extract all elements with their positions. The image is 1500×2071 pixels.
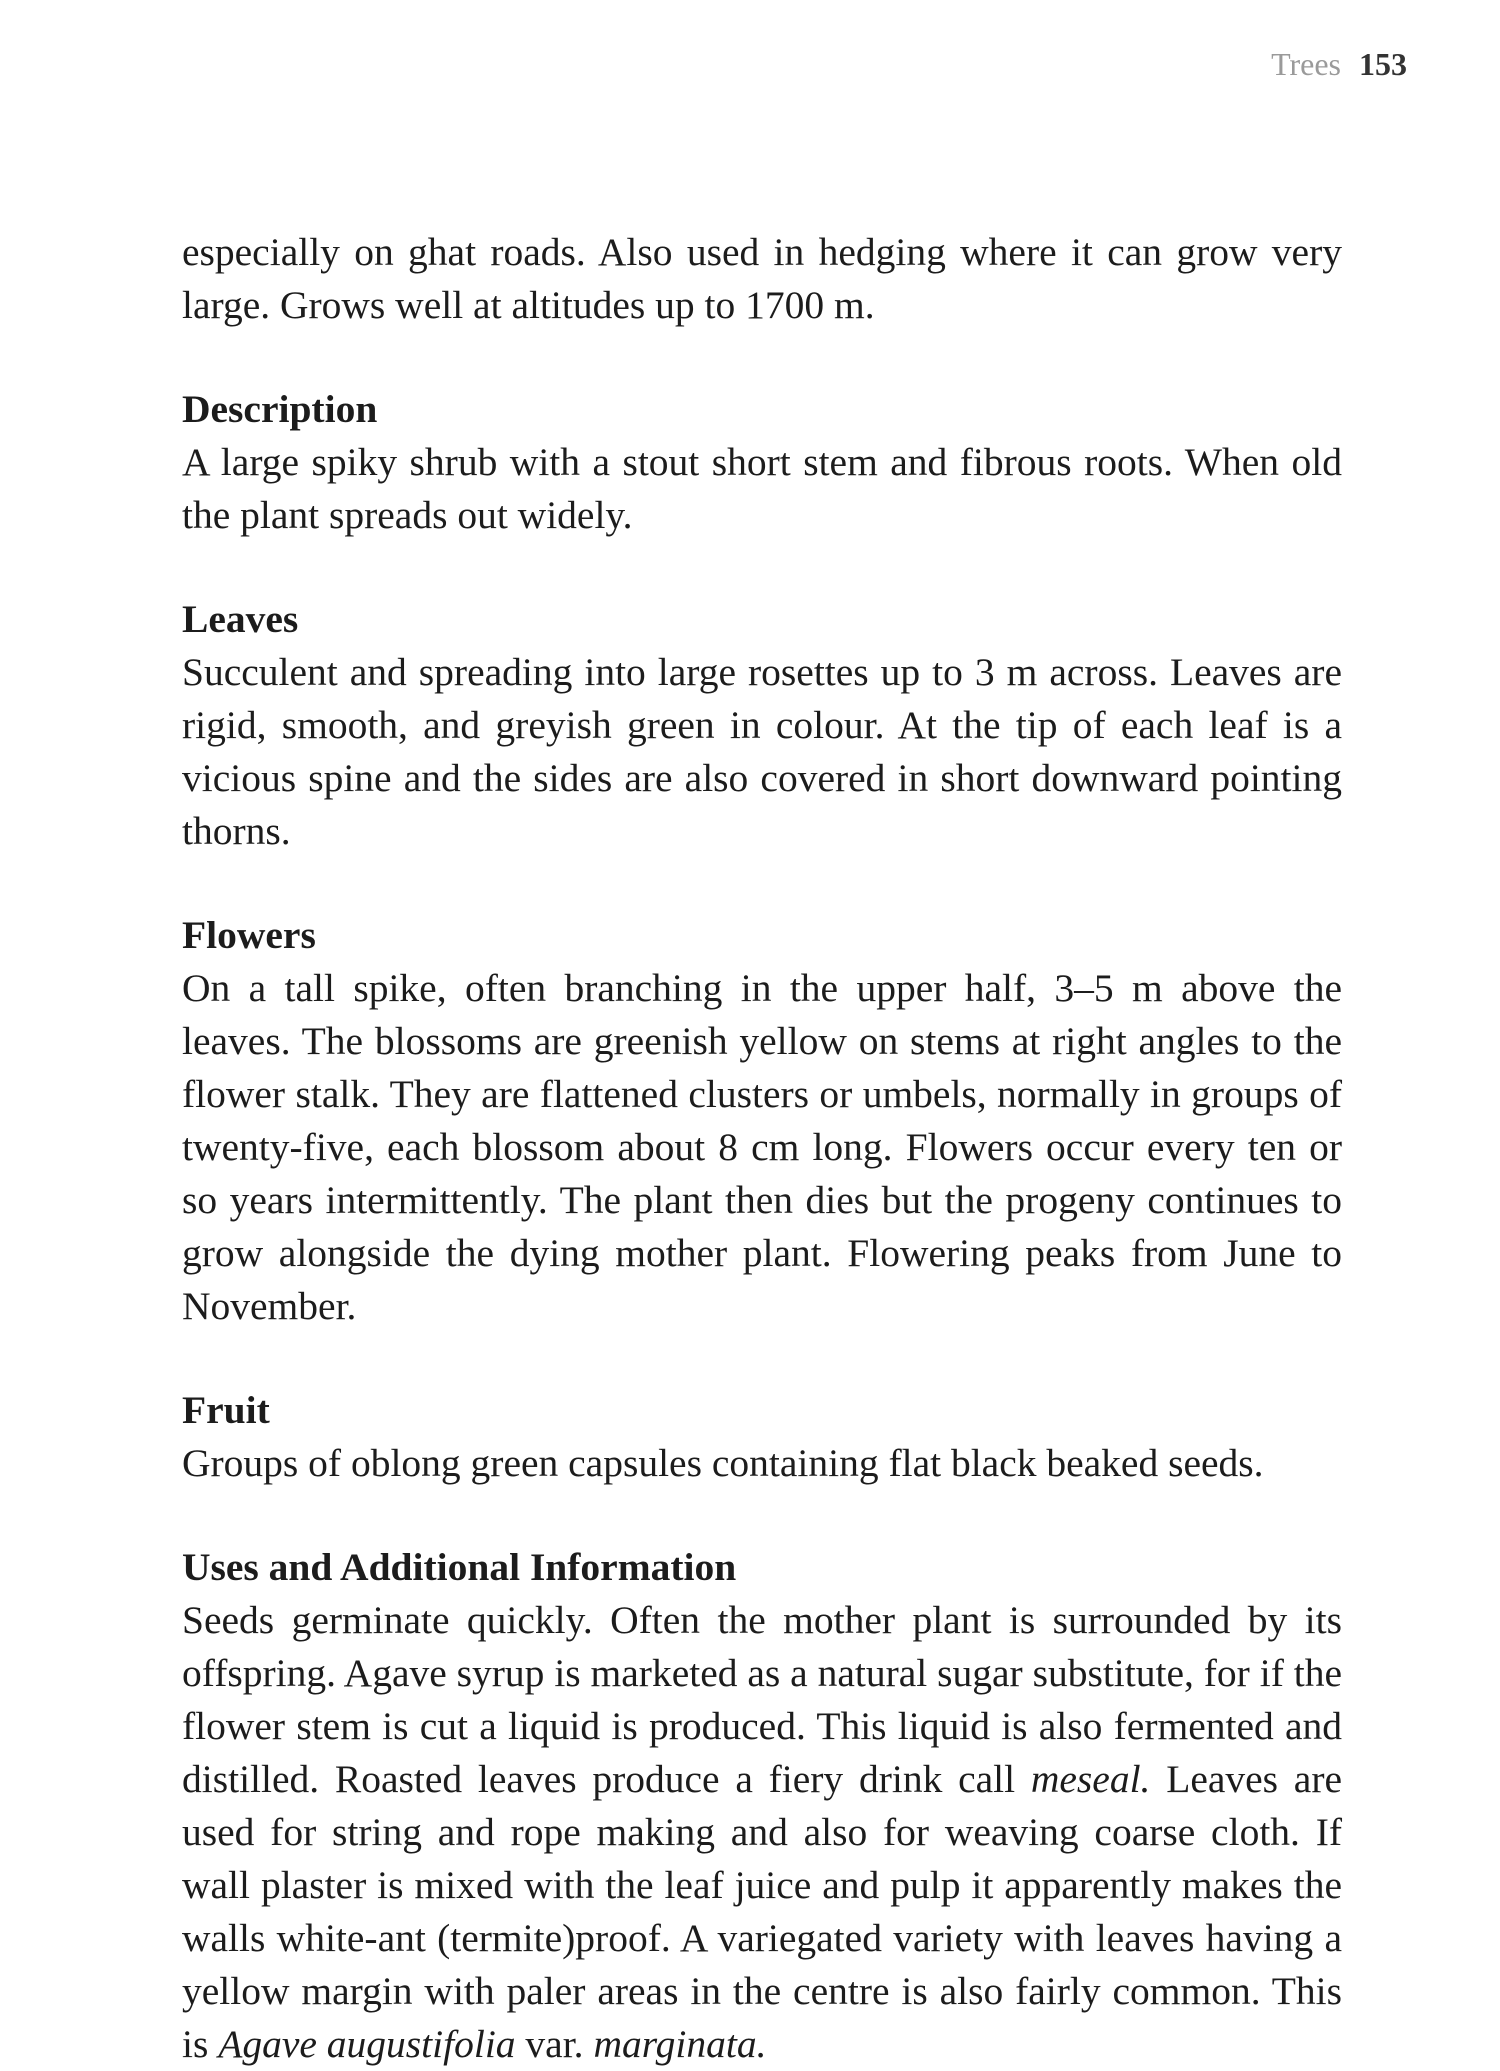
- fruit-body: Groups of oblong green capsules containing flat black beaked seeds.: [182, 1441, 1264, 1485]
- fruit-heading: Fruit: [182, 1388, 270, 1432]
- variety-name: marginata.: [593, 2022, 767, 2066]
- leaves-section: [182, 593, 1342, 858]
- intro-paragraph: especially on ghat roads. Also used in hedging where it can grow very large. Grows well at altitudes up to 1700 m.: [182, 230, 1342, 327]
- var-label: var.: [525, 2022, 584, 2066]
- uses-section: [182, 1541, 1342, 2071]
- running-head-section: Trees: [1271, 46, 1341, 82]
- description-body: A large spiky shrub with a stout short stem and fibrous roots. When old the plant spreads out widely.: [182, 440, 1342, 537]
- page-number: 153: [1359, 46, 1407, 82]
- flowers-heading: Flowers: [182, 913, 316, 957]
- species-name: Agave augustifolia: [218, 2022, 516, 2066]
- flowers-section: [182, 909, 1342, 1333]
- leaves-body: Succulent and spreading into large rosettes up to 3 m across. Leaves are rigid, smooth, and greyish green in colour. At the tip of each leaf is a vicious spine and the sides are also covered in short downward pointing thorns.: [182, 650, 1342, 853]
- description-heading: Description: [182, 387, 378, 431]
- description-section: [182, 383, 1342, 542]
- flowers-body: On a tall spike, often branching in the upper half, 3–5 m above the leaves. The blossoms are greenish yellow on stems at right angles to the flower stalk. They are flattened clusters or umbels, normally in groups of twenty-five, each blossom about 8 cm long. Flowers occur every ten or so years intermittently. The plant then dies but the progeny continues to grow alongside the dying mother plant. Flowering peaks from June to November.: [182, 966, 1342, 1328]
- uses-heading: Uses and Additional Information: [182, 1545, 737, 1589]
- term-meseal: meseal.: [1030, 1757, 1151, 1801]
- uses-body: [182, 1594, 1342, 2071]
- running-head: [1271, 46, 1407, 83]
- fruit-section: [182, 1384, 1342, 1490]
- leaves-heading: Leaves: [182, 597, 299, 641]
- uses-text-part2: Leaves are used for string and rope making and also for weaving coarse cloth. If wall plaster is mixed with the leaf juice and pulp it apparently makes the walls white-ant (termite)proof. A variegated variety with leaves having a yellow margin with paler areas in the centre is also fairly common. This is: [182, 1757, 1343, 2066]
- uses-text-part1: Seeds germinate quickly. Often the mother plant is surrounded by its offspring. Agave syrup is marketed as a natural sugar substitute, for if the flower stem is cut a liquid is produced. This liquid is also fermented and distilled. Roasted leaves produce a fiery drink call: [182, 1598, 1342, 1801]
- page-body: [182, 226, 1342, 2071]
